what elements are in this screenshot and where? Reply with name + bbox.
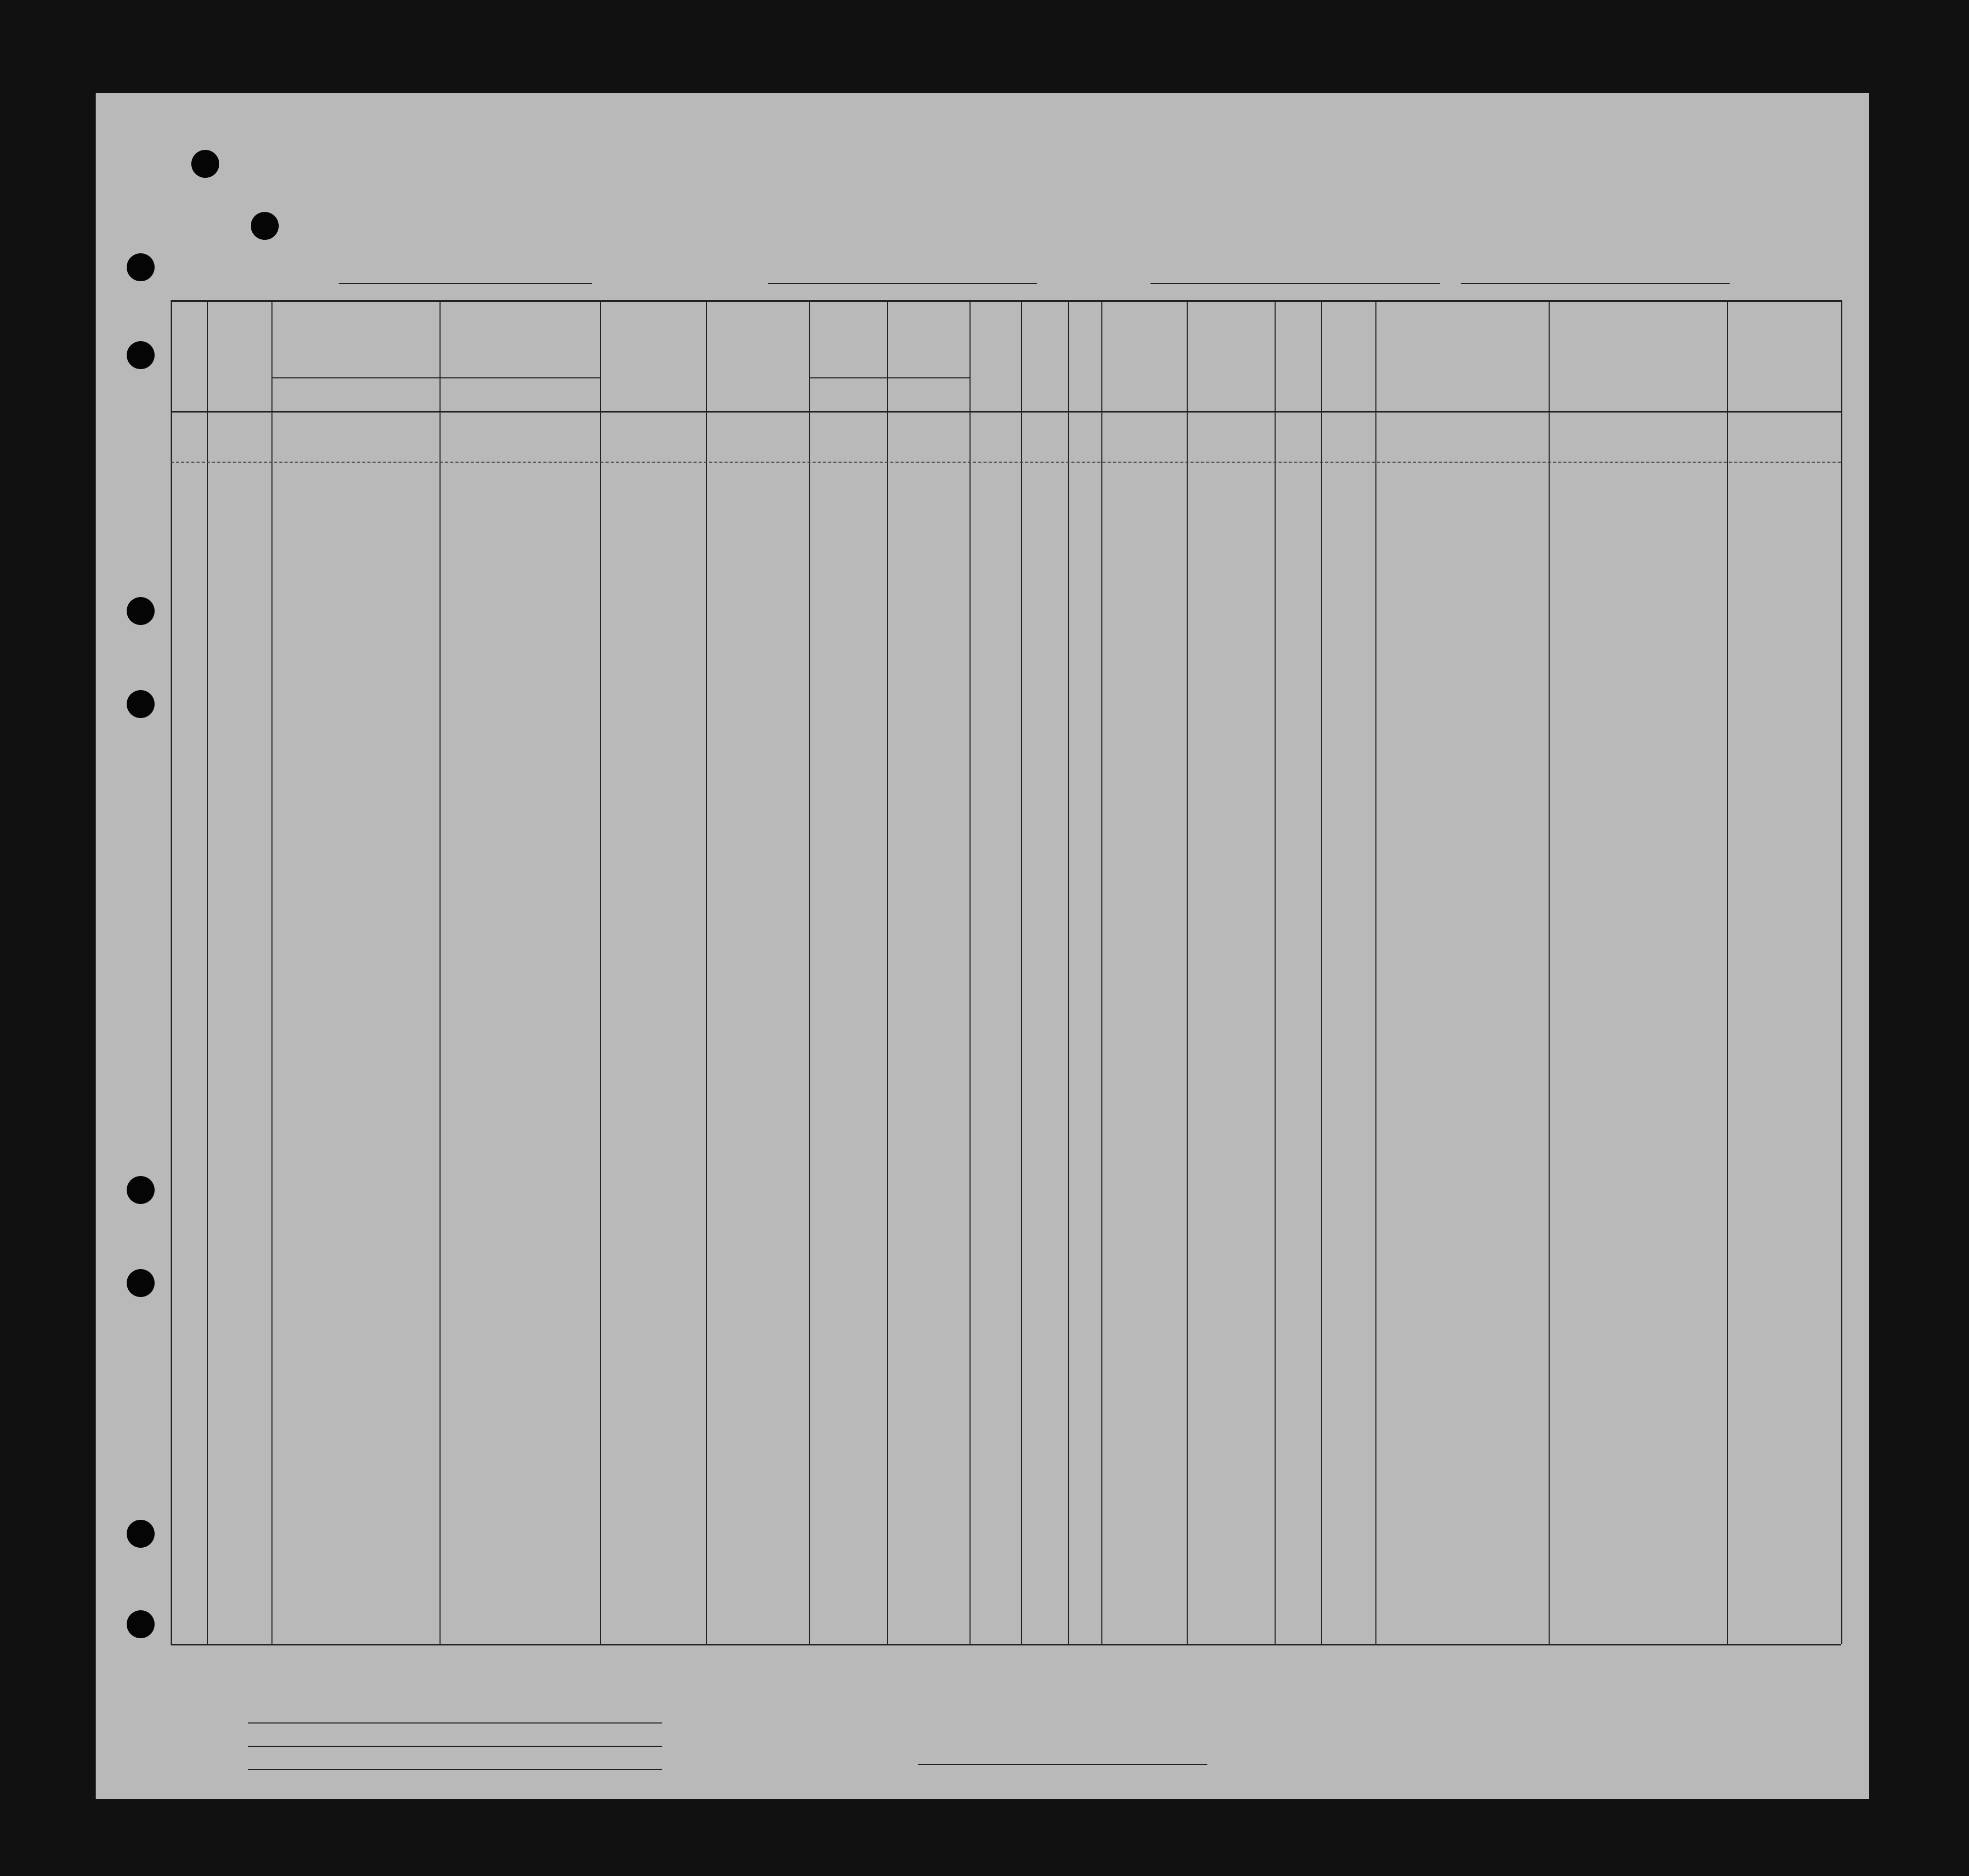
- column-divider: [1549, 300, 1550, 1644]
- column-divider: [600, 300, 601, 1644]
- punch-hole: [127, 1269, 155, 1297]
- punch-hole: [127, 690, 155, 718]
- table-outer-border: [1841, 300, 1842, 1644]
- column-divider: [271, 300, 272, 1644]
- name-split-divider: [440, 377, 441, 1644]
- row-dotted-rule: [171, 462, 1841, 463]
- punch-hole: [127, 1520, 155, 1548]
- column-divider: [1187, 300, 1188, 1644]
- punch-hole: [251, 212, 279, 240]
- punch-hole: [127, 341, 155, 369]
- punch-hole: [127, 253, 155, 281]
- manifest-sheet: [96, 93, 1869, 1799]
- column-divider: [1375, 300, 1376, 1644]
- column-divider: [1275, 300, 1276, 1644]
- punch-hole: [127, 597, 155, 625]
- column-divider: [1021, 300, 1022, 1644]
- punch-hole: [191, 150, 219, 178]
- column-divider: [1321, 300, 1322, 1644]
- header-bottom-border: [171, 411, 1841, 413]
- table-bottom-border: [171, 1644, 1841, 1645]
- table-top-border: [171, 300, 1841, 302]
- column-divider: [970, 300, 971, 1644]
- claims-annotation: [1477, 406, 1616, 421]
- column-divider: [1101, 300, 1102, 1644]
- column-divider: [809, 300, 810, 1644]
- shipped-subheader-rule: [809, 377, 970, 378]
- column-divider: [1068, 300, 1069, 1644]
- shipped-split-divider: [887, 377, 888, 1644]
- column-divider: [706, 300, 707, 1644]
- punch-hole: [127, 1176, 155, 1204]
- table-outer-border: [171, 300, 172, 1644]
- name-subheader-rule: [271, 377, 600, 378]
- punch-hole: [127, 1610, 155, 1638]
- column-divider: [1727, 300, 1728, 1644]
- column-divider: [207, 300, 208, 1644]
